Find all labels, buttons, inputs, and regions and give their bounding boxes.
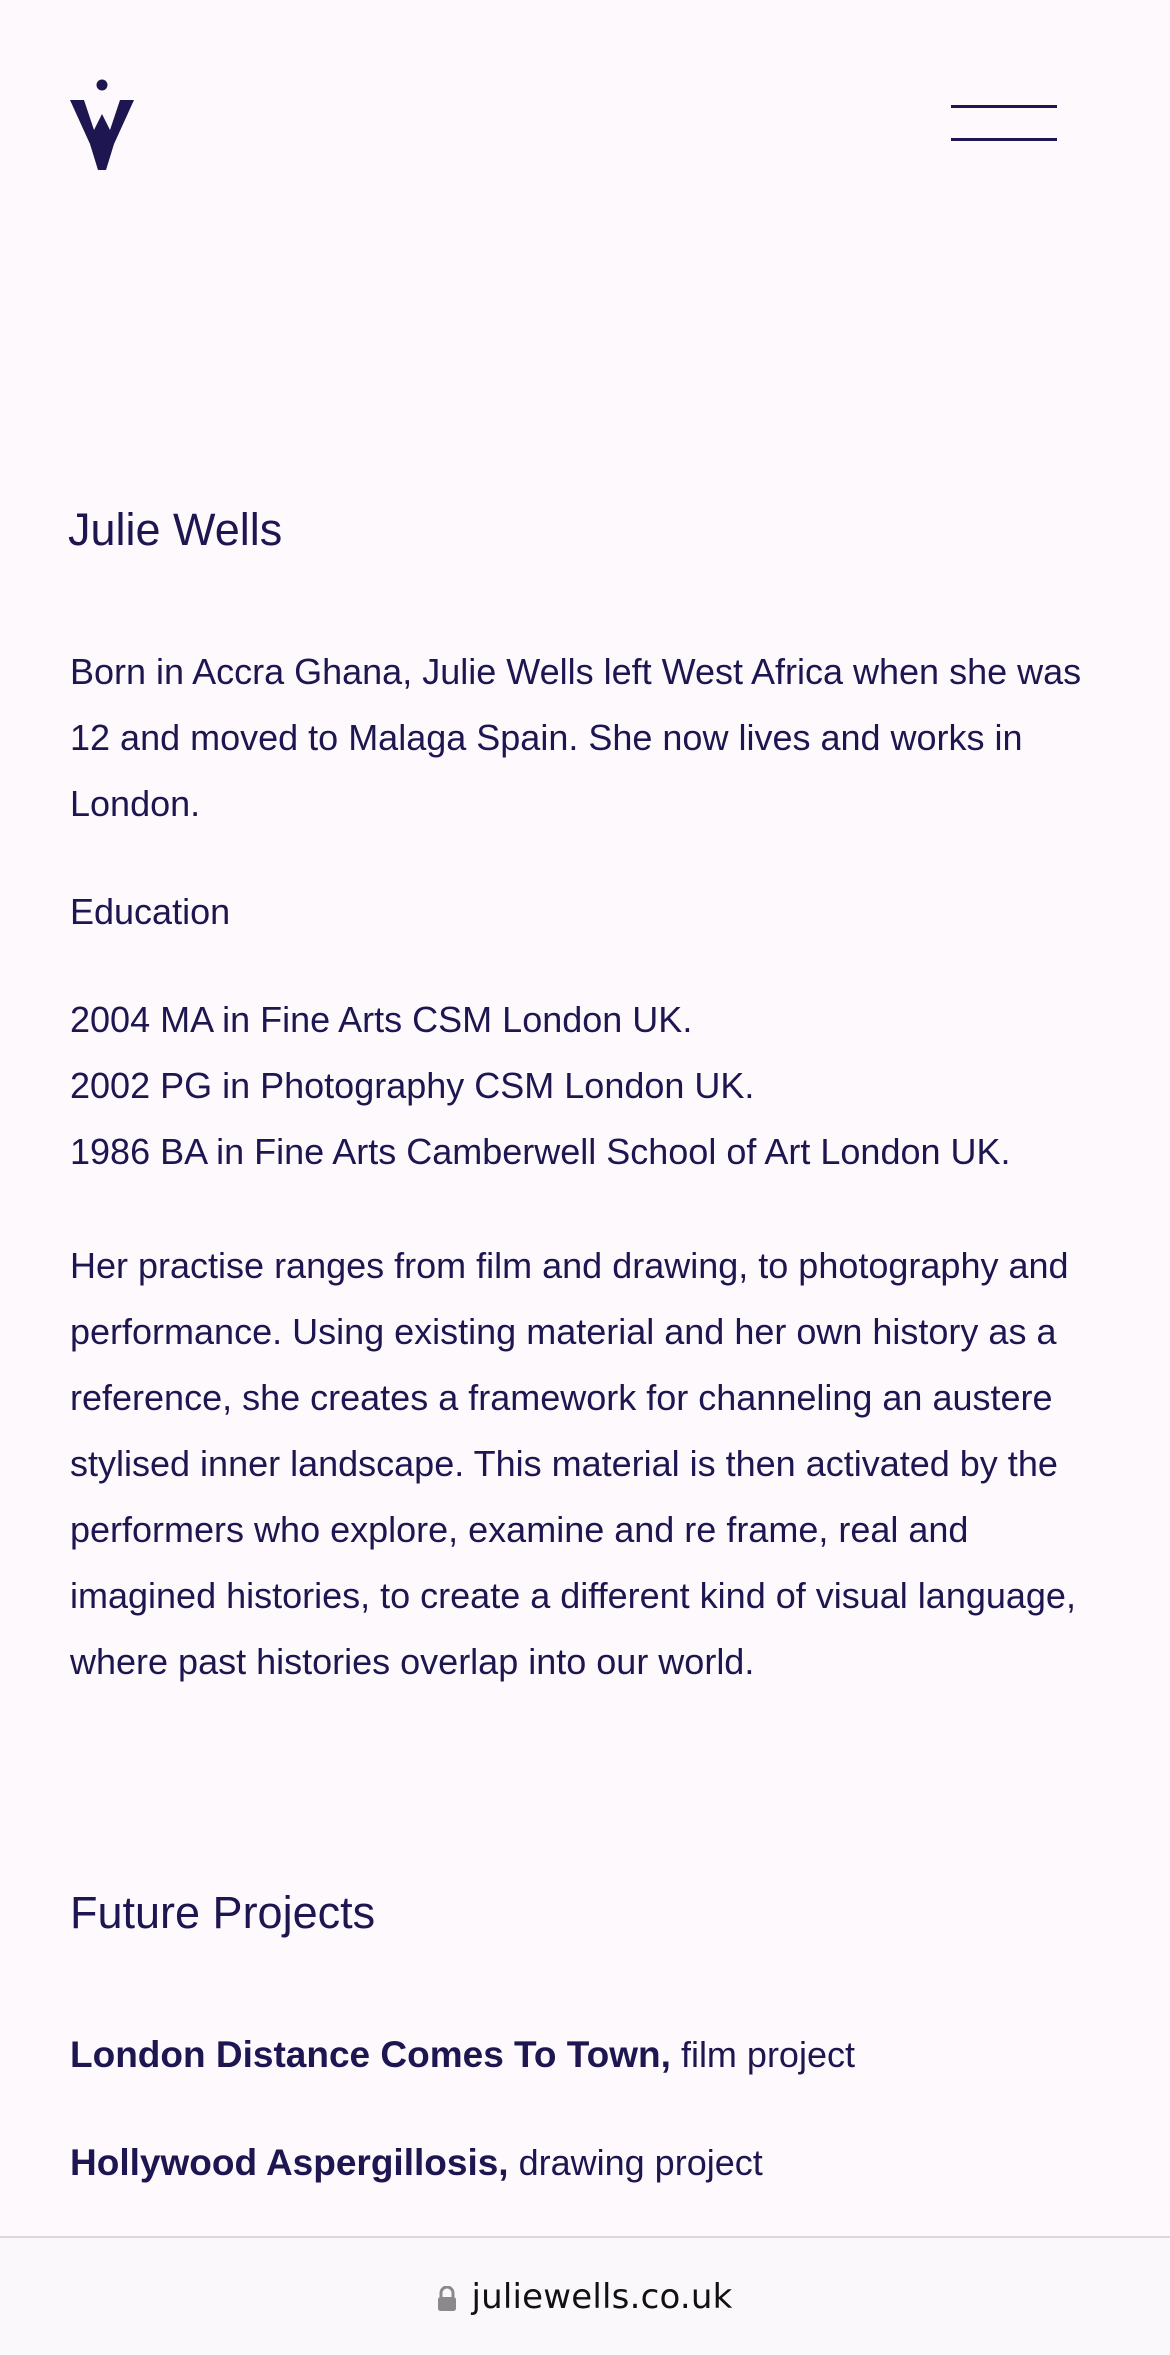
education-item: 2002 PG in Photography CSM London UK. — [70, 1065, 755, 1106]
practice-line: imagined histories, to create a different kind of visual language, — [70, 1575, 1076, 1616]
hamburger-menu-icon[interactable] — [951, 100, 1059, 146]
bio-line: 12 and moved to Malaga Spain. She now lives and works in — [70, 717, 1023, 758]
future-projects-heading: Future Projects — [70, 1887, 376, 1938]
url-text: juliewells.co.uk — [471, 2276, 733, 2317]
bio-paragraph — [70, 639, 1100, 837]
figure-logo-icon[interactable] — [70, 78, 134, 170]
browser-address-bar — [0, 2236, 1170, 2355]
menu-line-top — [951, 105, 1057, 108]
artist-name: Julie Wells — [68, 504, 283, 555]
bio-line: London. — [70, 783, 201, 824]
education-item: 1986 BA in Fine Arts Camberwell School of Art London UK. — [70, 1131, 1011, 1172]
lock-icon — [437, 2286, 457, 2312]
practice-line: Her practise ranges from film and drawing, to photography and — [70, 1245, 1069, 1286]
logo-figure-svg — [70, 78, 134, 170]
project-item[interactable] — [70, 2022, 855, 2088]
site-header — [0, 0, 1170, 200]
practice-line: performance. Using existing material and her own history as a — [70, 1311, 1057, 1352]
project-title[interactable]: Hollywood Aspergillosis, — [70, 2142, 509, 2183]
url-display[interactable] — [0, 2238, 1170, 2355]
project-type: film project — [680, 2034, 855, 2075]
education-item: 2004 MA in Fine Arts CSM London UK. — [70, 999, 693, 1040]
menu-line-bottom — [951, 138, 1057, 141]
practice-line: reference, she creates a framework for channeling an austere — [70, 1377, 1053, 1418]
education-list — [70, 987, 1100, 1185]
practice-line: stylised inner landscape. This material is then activated by the — [70, 1443, 1058, 1484]
practice-line: where past histories overlap into our world. — [70, 1641, 755, 1682]
practice-line: performers who explore, examine and re frame, real and — [70, 1509, 969, 1550]
project-item[interactable] — [70, 2130, 763, 2196]
education-heading: Education — [70, 891, 231, 932]
project-type: drawing project — [518, 2142, 763, 2183]
project-title[interactable]: London Distance Comes To Town, — [70, 2034, 671, 2075]
bio-line: Born in Accra Ghana, Julie Wells left West Africa when she was — [70, 651, 1082, 692]
practice-paragraph — [70, 1233, 1100, 1695]
lock-svg — [437, 2286, 457, 2312]
